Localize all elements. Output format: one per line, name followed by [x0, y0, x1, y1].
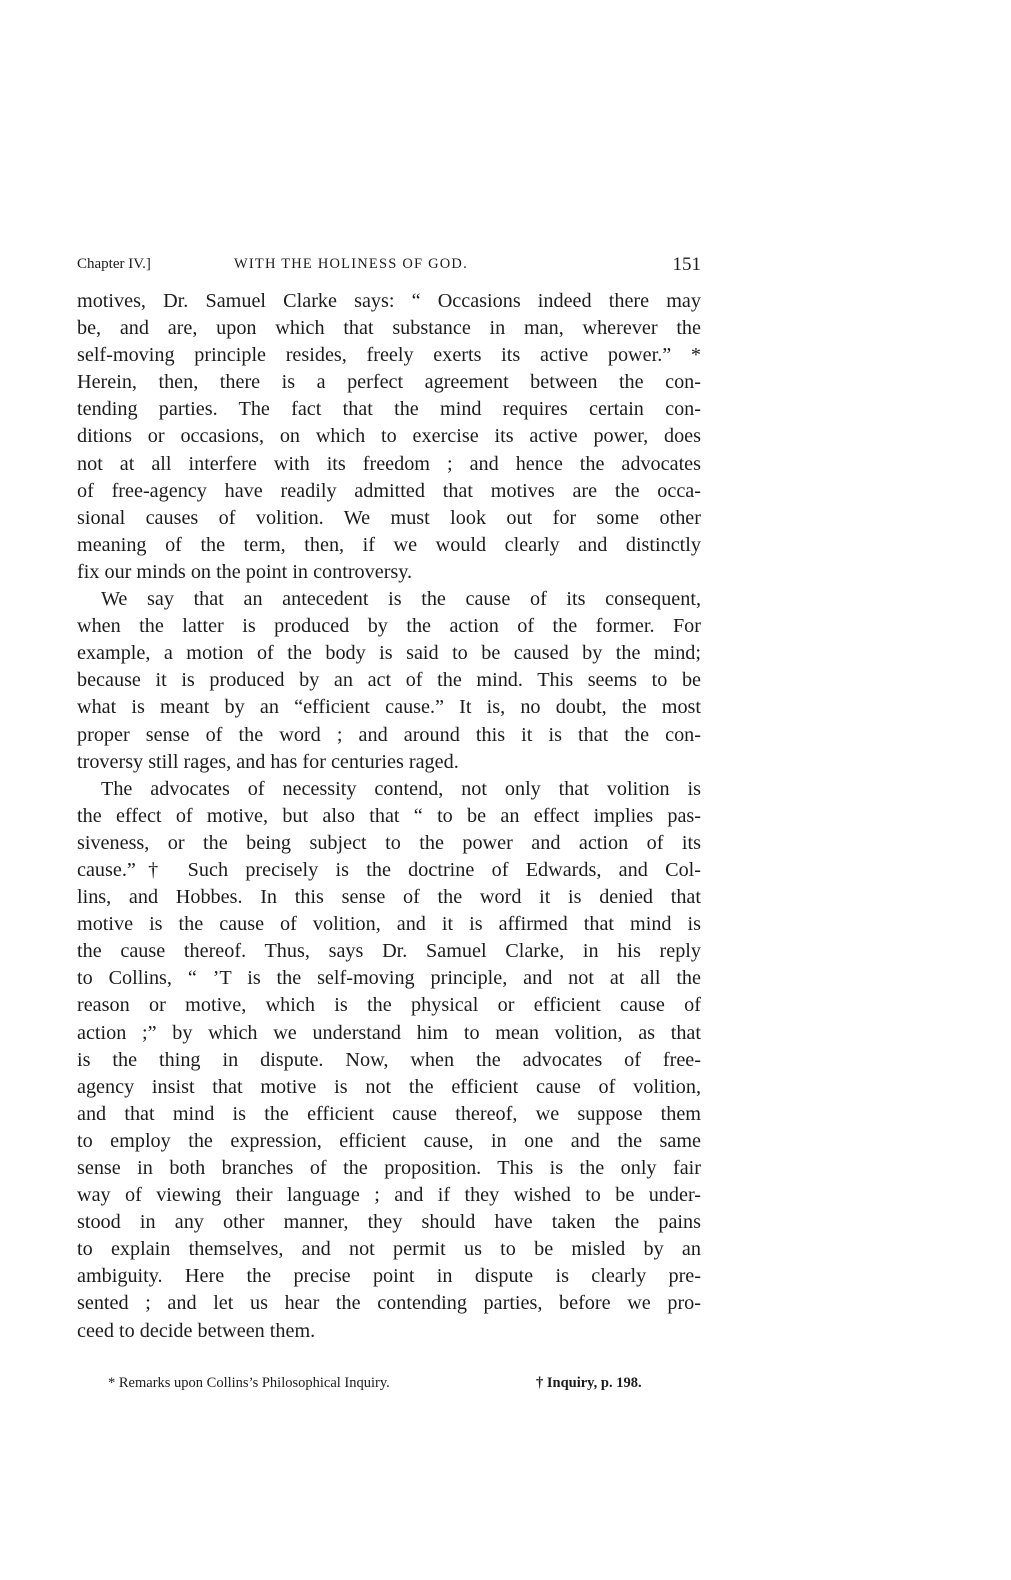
- text-line: siveness, or the being subject to the power and action of its: [77, 831, 701, 854]
- text-line: stood in any other manner, they should have taken the pains: [77, 1211, 701, 1234]
- text-line: example, a motion of the body is said to be caused by the mind;: [77, 642, 701, 665]
- text-line: sented ; and let us hear the contending parties, before we pro-: [77, 1292, 701, 1315]
- page-number: 151: [672, 254, 701, 275]
- running-header: [77, 256, 701, 282]
- body-text: [77, 288, 701, 1345]
- text-line: ditions or occasions, on which to exercise its active power, does: [77, 425, 701, 448]
- text-line: ambiguity. Here the precise point in dispute is clearly pre-: [77, 1265, 701, 1288]
- text-line: ceed to decide between them.: [77, 1319, 316, 1342]
- text-line: The advocates of necessity contend, not only that volition is: [101, 777, 701, 800]
- text-line: to employ the expression, efficient cause, in one and the same: [77, 1129, 701, 1152]
- text-line: to explain themselves, and not permit us to be misled by an: [77, 1238, 701, 1261]
- text-line: tending parties. The fact that the mind requires certain con-: [77, 398, 701, 421]
- text-line: motives, Dr. Samuel Clarke says: “ Occasions indeed there may: [77, 290, 701, 312]
- text-line: proper sense of the word ; and around this it is that the con-: [77, 723, 701, 746]
- text-line: not at all interfere with its freedom ; and hence the advocates: [77, 452, 701, 475]
- text-line: because it is produced by an act of the mind. This seems to be: [77, 669, 701, 692]
- text-line: meaning of the term, then, if we would clearly and distinctly: [77, 533, 701, 556]
- footnote-remarks: * Remarks upon Collins’s Philosophical Inquiry.: [108, 1375, 390, 1391]
- text-line: motive is the cause of volition, and it is affirmed that mind is: [77, 913, 701, 936]
- chapter-label: Chapter IV.]: [77, 256, 151, 272]
- text-line: reason or motive, which is the physical or efficient cause of: [77, 994, 701, 1017]
- text-line: the cause thereof. Thus, says Dr. Samuel Clarke, in his reply: [77, 940, 701, 963]
- text-line: of free-agency have readily admitted that motives are the occa-: [77, 479, 701, 502]
- text-line: sional causes of volition. We must look out for some other: [77, 506, 701, 529]
- text-line: self-moving principle resides, freely exerts its active power.” *: [77, 344, 701, 367]
- text-line: Herein, then, there is a perfect agreement between the con-: [77, 371, 701, 394]
- text-line: is the thing in dispute. Now, when the advocates of free-: [77, 1048, 701, 1071]
- text-line: We say that an antecedent is the cause of its consequent,: [101, 588, 701, 611]
- footnote-inquiry: † Inquiry, p. 198.: [536, 1375, 642, 1391]
- text-line: lins, and Hobbes. In this sense of the word it is denied that: [77, 886, 701, 909]
- text-line: when the latter is produced by the action of the former. For: [77, 615, 701, 638]
- text-line: cause.”† Such precisely is the doctrine of Edwards, and Col-: [77, 858, 701, 881]
- text-line: troversy still rages, and has for centuries raged.: [77, 750, 459, 773]
- text-line: and that mind is the efficient cause thereof, we suppose them: [77, 1102, 701, 1125]
- text-line: agency insist that motive is not the efficient cause of volition,: [77, 1075, 701, 1098]
- text-line: way of viewing their language ; and if they wished to be under-: [77, 1184, 701, 1207]
- text-line: what is meant by an “efficient cause.” It is, no doubt, the most: [77, 696, 701, 719]
- text-line: sense in both branches of the proposition. This is the only fair: [77, 1157, 701, 1179]
- running-title: WITH THE HOLINESS OF GOD.: [234, 256, 468, 272]
- text-line: fix our minds on the point in controversy.: [77, 560, 413, 583]
- text-line: action ;” by which we understand him to mean volition, as that: [77, 1021, 701, 1044]
- text-line: to Collins, “ ’T is the self-moving principle, and not at all the: [77, 967, 701, 990]
- text-line: the effect of motive, but also that “ to be an effect implies pas-: [77, 804, 701, 827]
- text-line: be, and are, upon which that substance in man, wherever the: [77, 317, 701, 340]
